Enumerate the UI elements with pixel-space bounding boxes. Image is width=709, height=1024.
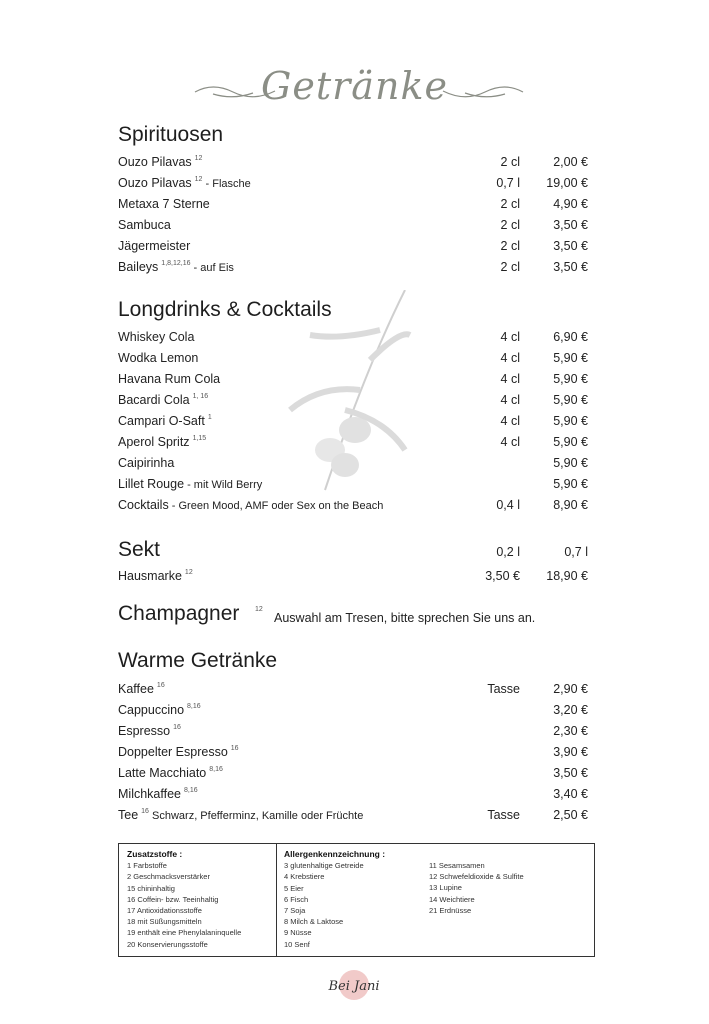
item-name [118,197,210,211]
section-title: Longdrinks & Cocktails [118,298,332,321]
legend-entry: 4 Krebstiere [284,872,325,882]
item-quantity: 2 cl [500,239,520,253]
item-name-text: Aperol Spritz [118,435,190,449]
item-price: 3,20 € [553,703,588,717]
legend-entry: 17 Antioxidationsstoffe [127,906,202,916]
item-name [118,787,198,801]
allergen-sup: 1, 16 [192,393,209,400]
legend-entry: 12 Schwefeldioxide & Sulfite [429,872,524,882]
section-title: Warme Getränke [118,649,278,672]
item-name [118,766,223,780]
allergens-column-2 [429,860,524,916]
item-name [118,218,171,232]
item-name-text: Whiskey Cola [118,330,195,344]
legend-entry: 10 Senf [284,939,310,949]
menu-item-row [118,414,590,432]
item-name [118,155,202,169]
item-name-text: Metaxa 7 Sterne [118,197,210,211]
item-price: 5,90 € [553,393,588,407]
item-name [118,176,251,190]
section-title: Spirituosen [118,123,224,146]
item-price: 18,90 € [546,569,588,583]
menu-item-row [118,351,590,369]
menu-item-row [118,724,590,742]
legend-entry: 5 Eier [284,883,304,893]
menu-item-row [118,703,590,721]
menu-item-row [118,197,590,215]
item-note: - auf Eis [190,262,234,274]
allergen-sup: 1,8,12,16 [161,260,191,267]
item-name-text: Kaffee [118,682,154,696]
item-quantity: 4 cl [500,435,520,449]
additives-title: Zusatzstoffe : [127,849,183,859]
menu-item-row [118,456,590,474]
allergen-sup: 16 [141,808,149,815]
menu-item-row [118,393,590,411]
section-title: Champagner [118,602,240,625]
allergen-sup: 8,16 [187,703,201,710]
legend-entry: 14 Weichtiere [429,894,475,904]
item-quantity: 4 cl [500,351,520,365]
legend-entry: 19 enthält eine Phenylalaninquelle [127,928,242,938]
item-name-text: Baileys [118,260,159,274]
item-name [118,477,262,491]
legend-entry: 8 Milch & Laktose [284,917,344,927]
allergen-sup: 16 [173,724,181,731]
item-name-text: Lillet Rouge [118,477,185,491]
item-name-text: Ouzo Pilavas [118,176,192,190]
item-quantity: 2 cl [500,155,520,169]
item-name [118,569,193,583]
item-name-text: Doppelter Espresso [118,745,228,759]
item-name-text: Hausmarke [118,569,182,583]
item-quantity: 0,4 l [496,498,520,512]
menu-item-row [118,155,590,173]
legend-entry: 11 Sesamsamen [429,861,485,870]
menu-item-row [118,239,590,257]
item-name [118,330,194,344]
item-price: 3,50 € [553,766,588,780]
item-name [118,703,201,717]
right-swirl-ornament [440,82,525,102]
svg-text:Bei Jani: Bei Jani [328,979,380,994]
item-quantity: 4 cl [500,372,520,386]
allergens-title: Allergenkennzeichnung : [284,849,386,859]
item-price: 2,00 € [553,155,588,169]
item-quantity: 4 cl [500,414,520,428]
allergen-sup: 1,15 [192,435,207,442]
legend-entry: 3 glutenhaltige Getreide [284,861,364,871]
menu-item-row [118,808,590,826]
legend-entry: 9 Nüsse [284,928,312,938]
item-quantity: Tasse [487,682,520,696]
item-price: 19,00 € [546,176,588,190]
allergen-sup: 12 [184,569,193,576]
menu-item-row [118,545,590,563]
menu-item-row [118,372,590,390]
item-name [118,745,239,759]
item-price: 8,90 € [553,498,588,512]
item-name-text: Cocktails [118,498,169,512]
menu-item-row [118,569,590,587]
item-quantity: 2 cl [500,260,520,274]
item-quantity: 2 cl [500,197,520,211]
item-quantity: 4 cl [500,393,520,407]
allergens-column [284,849,385,950]
section-title: Sekt [118,538,161,561]
item-price: 5,90 € [553,351,588,365]
item-name [118,239,190,253]
item-name-text: Bacardi Cola [118,393,190,407]
item-name-text: Campari O-Saft [118,414,205,428]
legend-divider [276,844,277,956]
item-name [118,682,165,696]
item-name [118,456,174,470]
item-price: 3,90 € [553,745,588,759]
bei-jani-logo [318,968,390,1002]
item-price: 3,40 € [553,787,588,801]
item-name-text: Sambuca [118,218,171,232]
item-note: Schwarz, Pfefferminz, Kamille oder Früchte [148,810,364,822]
legend-entry: 1 Farbstoffe [127,861,167,871]
item-note: - Flasche [202,178,251,190]
item-name [118,808,363,822]
menu-item-row [118,787,590,805]
allergen-sup: 8,16 [209,766,223,773]
champagne-allergen-sup: 12 [255,606,263,613]
item-name-text: Espresso [118,724,171,738]
legend-entry: 18 mit Süßungsmitteln [127,917,202,927]
item-price: 6,90 € [553,330,588,344]
menu-item-row [118,330,590,348]
menu-item-row [118,260,590,278]
item-name [118,372,220,386]
menu-item-row [118,435,590,453]
item-price: 4,90 € [553,197,588,211]
item-quantity: 0,7 l [496,176,520,190]
item-price: 2,50 € [553,808,588,822]
allergen-sup: 12 [194,155,203,162]
item-price: 0,7 l [564,545,588,559]
page-title: Getränke [261,64,448,108]
item-quantity: Tasse [487,808,520,822]
item-name-text: Havana Rum Cola [118,372,221,386]
item-name-text: Tee [118,808,139,822]
legend-entry: 2 Geschmacksverstärker [127,872,210,882]
additives-column [127,849,241,950]
item-note: - Green Mood, AMF oder Sex on the Beach [168,500,384,512]
item-quantity: 3,50 € [485,569,520,583]
allergen-sup: 12 [194,176,203,183]
menu-item-row [118,176,590,194]
champagne-note: Auswahl am Tresen, bitte sprechen Sie uns an. [274,611,536,625]
item-price: 2,30 € [553,724,588,738]
allergen-sup: 8,16 [184,787,198,794]
allergen-sup: 16 [156,682,165,689]
item-name [118,260,234,274]
legend-entry: 16 Coffein- bzw. Teeinhaltig [127,894,219,904]
item-quantity: 4 cl [500,330,520,344]
menu-item-row [118,745,590,763]
item-price: 2,90 € [553,682,588,696]
legend-entry: 7 Soja [284,906,306,916]
item-name [118,393,208,407]
legend-entry: 20 Konservierungsstoffe [127,939,208,949]
menu-item-row [118,766,590,784]
item-quantity: 0,2 l [496,545,520,559]
item-name-text: Ouzo Pilavas [118,155,192,169]
item-name [118,435,206,449]
menu-item-row [118,477,590,495]
item-price: 3,50 € [553,218,588,232]
legend-entry: 15 chininhaltig [127,883,175,893]
item-name [118,498,383,512]
item-name-text: Caipirinha [118,456,175,470]
item-name [118,724,181,738]
allergen-sup: 16 [230,745,239,752]
item-note: - mit Wild Berry [184,479,263,491]
item-name-text: Wodka Lemon [118,351,199,365]
item-name [118,414,212,428]
item-price: 5,90 € [553,372,588,386]
legend-entry: 6 Fisch [284,894,309,904]
allergen-sup: 1 [207,414,212,421]
item-price: 5,90 € [553,477,588,491]
item-price: 5,90 € [553,456,588,470]
menu-item-row [118,498,590,516]
item-price: 3,50 € [553,260,588,274]
menu-item-row [118,218,590,236]
item-quantity: 2 cl [500,218,520,232]
item-name-text: Latte Macchiato [118,766,207,780]
item-name-text: Milchkaffee [118,787,181,801]
legend-entry: 13 Lupine [429,883,462,893]
item-name [118,351,198,365]
item-price: 3,50 € [553,239,588,253]
menu-item-row [118,682,590,700]
item-name-text: Jägermeister [118,239,191,253]
item-price: 5,90 € [553,414,588,428]
legend-box [118,843,595,957]
item-price: 5,90 € [553,435,588,449]
legend-entry: 21 Erdnüsse [429,905,472,915]
item-name-text: Cappuccino [118,703,185,717]
